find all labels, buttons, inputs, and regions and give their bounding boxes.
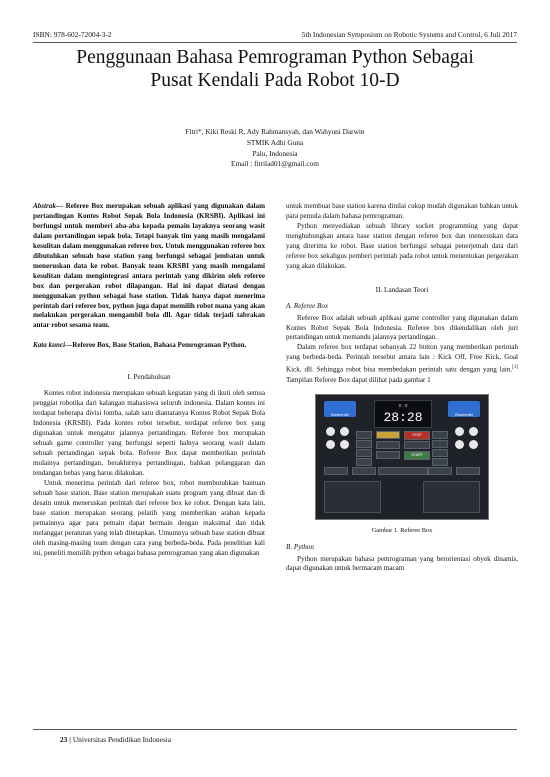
- header-conference: 5th Indonesian Symposium on Robotic Systems and Control, 6 Juli 2017: [301, 30, 517, 39]
- footer-university: Universitas Pendidikan Indonesia: [72, 735, 171, 744]
- referee-button[interactable]: [432, 431, 448, 439]
- refbox-paragraph-3: Tampilan Referee Box dapat dilihat pada gambar 1: [286, 375, 431, 384]
- robot-indicator-icon: [326, 427, 335, 436]
- team-left-name: Biomentel: [331, 411, 349, 417]
- robot-indicator-icon: [455, 440, 464, 449]
- referee-button[interactable]: [432, 458, 448, 466]
- time-display: 28:28: [383, 409, 423, 425]
- author-block: [30, 127, 520, 170]
- referee-box-figure: [315, 394, 489, 520]
- subsection-referee-box: A. Referee Box: [286, 301, 329, 310]
- author-email: Email : fitrilad01@gmail.com: [231, 159, 319, 169]
- abstract-text: Referee Box merupakan sebuah aplikasi yang digunakan dalam pertandingan Kontes Robot Sepak Bola Indonesia (KRSBI). Aplikasi ini berfungsi untuk memberi aba-aba kepada pemain layaknya seorang wasit dalam pertandingan sepak bola. Tetapi banyak tim yang masih mengalami kesulitan dalam menggunakan referee box. Untuk menggunakan referee box dibutuhkan sebuah base station yang berfungsi sebagai jembatan untuk meneruskan data ke robot. Banyak team KRSBI yang masih mengalami kesulitan dalam mengintegrasi antara perintah yang dikirim oleh referee box dan pergerakan robot dilapangan. Hal ini dapat diatasi dengan menggunakan python sebagai base station. Tidak hanya dapat menerima perintah dari referee box, python juga dapat memilih robot mana yang akan melakukan pergerakan mengambil bola dll. Agar tidak terjadi tabrakan antar robot sesama team.: [33, 202, 265, 330]
- robot-indicator-icon: [455, 427, 464, 436]
- right-paragraph-1: untuk membuat base station karena dinilai cukup mudah digunakan bahkan untuk para pemula dalam bahasa pemrograman.: [286, 202, 518, 220]
- team-right-badge: [448, 401, 480, 417]
- start-button[interactable]: [404, 451, 430, 460]
- referee-button[interactable]: [428, 467, 452, 475]
- refbox-paragraph-2: [286, 343, 518, 385]
- intro-paragraph-1: Kontes robot indonesia merupakan sebuah kegiatan yang di ikuti oleh semua penggiat robotika dari kalangan mahasiswa seluruh indonesia. Dalam kontes ini terdapat beberapa divisi lomba, salah satu diantaranya Kontes Robot Sepak Bola Indonesia (KRSBI). Pada kontes robot tersebut, terdapat referee box yang digunakan untuk mengatur jalannya pertandingan. Referee box merupakan sebuah game controller yang berfungsi seperti halnya seorang wasit dalam sebuah pertandingan sepak bola. Referee Box dapat memberikan perintah mulainya pertandingan, berakhirnya pertandingan, bahkan pelanggaran dan tendangan bebas yang harus dilakukan.: [33, 389, 265, 477]
- header-isbn: ISBN: 978-602-72004-3-2: [33, 30, 112, 39]
- referee-button[interactable]: [352, 467, 376, 475]
- right-column: [286, 202, 518, 574]
- start-button-label: START: [411, 452, 423, 457]
- robot-indicator-icon: [469, 440, 478, 449]
- abstract-label: Abstrak—: [33, 202, 63, 210]
- keywords: [33, 341, 265, 351]
- title-line-2: Pusat Kendali Pada Robot 10-D: [150, 70, 400, 91]
- keywords-label: Kata kunci—: [33, 341, 73, 350]
- referee-button[interactable]: [356, 431, 372, 439]
- refbox-paragraph-1: Referee Box adalah sebuah aplikasi game controller yang digunakan dalam Kontes Robot Sepak Bola Indonesia. Referee box dikendalikan oleh juri pertandingan untuk memandu jalannya pertandingan.: [286, 313, 518, 342]
- footer: [60, 735, 171, 744]
- score-display: 0 : 0: [398, 402, 408, 408]
- referee-button[interactable]: [432, 440, 448, 448]
- author-institution: STMIK Adhi Guna: [246, 137, 304, 147]
- author-names: Fitri*, Kiki Reski R, Ady Rahmansyah, dan Wahyuni Darwin: [185, 127, 365, 136]
- referee-button[interactable]: [376, 431, 400, 439]
- robot-indicator-icon: [326, 440, 335, 449]
- page-number: 23: [60, 735, 68, 744]
- stop-button[interactable]: [404, 431, 430, 440]
- citation: [1]: [512, 365, 518, 371]
- log-panel-left: [324, 481, 381, 513]
- abstract: [33, 202, 265, 331]
- referee-button[interactable]: [376, 451, 400, 459]
- header-rule: [33, 42, 517, 43]
- referee-button[interactable]: [356, 458, 372, 466]
- left-column: [33, 202, 265, 559]
- log-panel-right: [423, 481, 480, 513]
- footer-rule: [33, 729, 517, 730]
- keywords-text: Referee Box, Base Station, Bahasa Pemrograman Python.: [72, 341, 247, 350]
- author-city: Palu, Indonesia: [252, 148, 298, 158]
- section-heading-theory: II. Landasan Teori: [375, 285, 429, 294]
- intro-paragraph-2: Untuk menerima perintah dari referee box, robot membutuhkan bantuan sebuah base station. Base station merupakan suatu program yang dibuat dan di desain untuk meneruskan perintah dari referee box ke robot. Dengan kata lain, base station merupakan seorang pelatih yang memberikan arahan kepada pemainnya agar para pemain dapat bermain dengan maksimal dan tidak melanggar peraturan yang telah ditetapkan. Umumnya sebuah base station dibuat oleh masing-masing team dengan cara yang berbeda-beda. Pada penelitian kali ini, peneliti memilih python sebagai bahasa pemrograman yang akan digunakan: [33, 478, 265, 557]
- paper-title: [30, 46, 520, 92]
- referee-slider[interactable]: [378, 467, 428, 475]
- referee-button[interactable]: [356, 440, 372, 448]
- referee-button[interactable]: [324, 467, 348, 475]
- referee-button[interactable]: [432, 449, 448, 457]
- referee-button[interactable]: [376, 441, 400, 449]
- scoreboard: [374, 400, 432, 428]
- title-line-1: Penggunaan Bahasa Pemrograman Python Sebagai: [76, 47, 474, 68]
- referee-button[interactable]: [356, 449, 372, 457]
- refbox-paragraph-2-text: Dalam referee box terdapat sebanyak 22 button yang memberikan perintah yang berbeda-beda. Perintah tersebut antara lain : Kick Off, Free Kick, Goal Kick, dll. Sehingga robot bisa membedakan perintah satu dengan yang lain.: [286, 343, 518, 374]
- python-paragraph-1: Python merupakan bahasa pemrograman yang berorientasi obyek dinamis, dapat digunakan untuk bermacam macam: [286, 554, 518, 573]
- team-left-badge: [324, 401, 356, 417]
- footer-separator: |: [69, 735, 71, 744]
- referee-button[interactable]: [404, 441, 430, 449]
- section-heading-intro: I. Pendahuluan: [127, 373, 171, 382]
- figure-caption: Gambar 1. Referee Box: [371, 526, 433, 534]
- robot-indicator-icon: [340, 427, 349, 436]
- stop-button-label: STOP: [412, 432, 422, 437]
- team-right-name: Biomentel: [455, 411, 473, 417]
- referee-button[interactable]: [456, 467, 480, 475]
- robot-indicator-icon: [469, 427, 478, 436]
- right-paragraph-2: Python menyediakan sebuah library socket programming yang dapat menghubungkan antara base station dengan referee box dan meneruskan data yang diterima ke robot. Base station berfungsi sebagai penerjemah data dari referee box sekaligus pemberi perintah pada robot untuk menentukan pergerakan yang akan dilakukan.: [286, 221, 518, 270]
- robot-indicator-icon: [340, 440, 349, 449]
- subsection-python: B. Python: [286, 542, 314, 551]
